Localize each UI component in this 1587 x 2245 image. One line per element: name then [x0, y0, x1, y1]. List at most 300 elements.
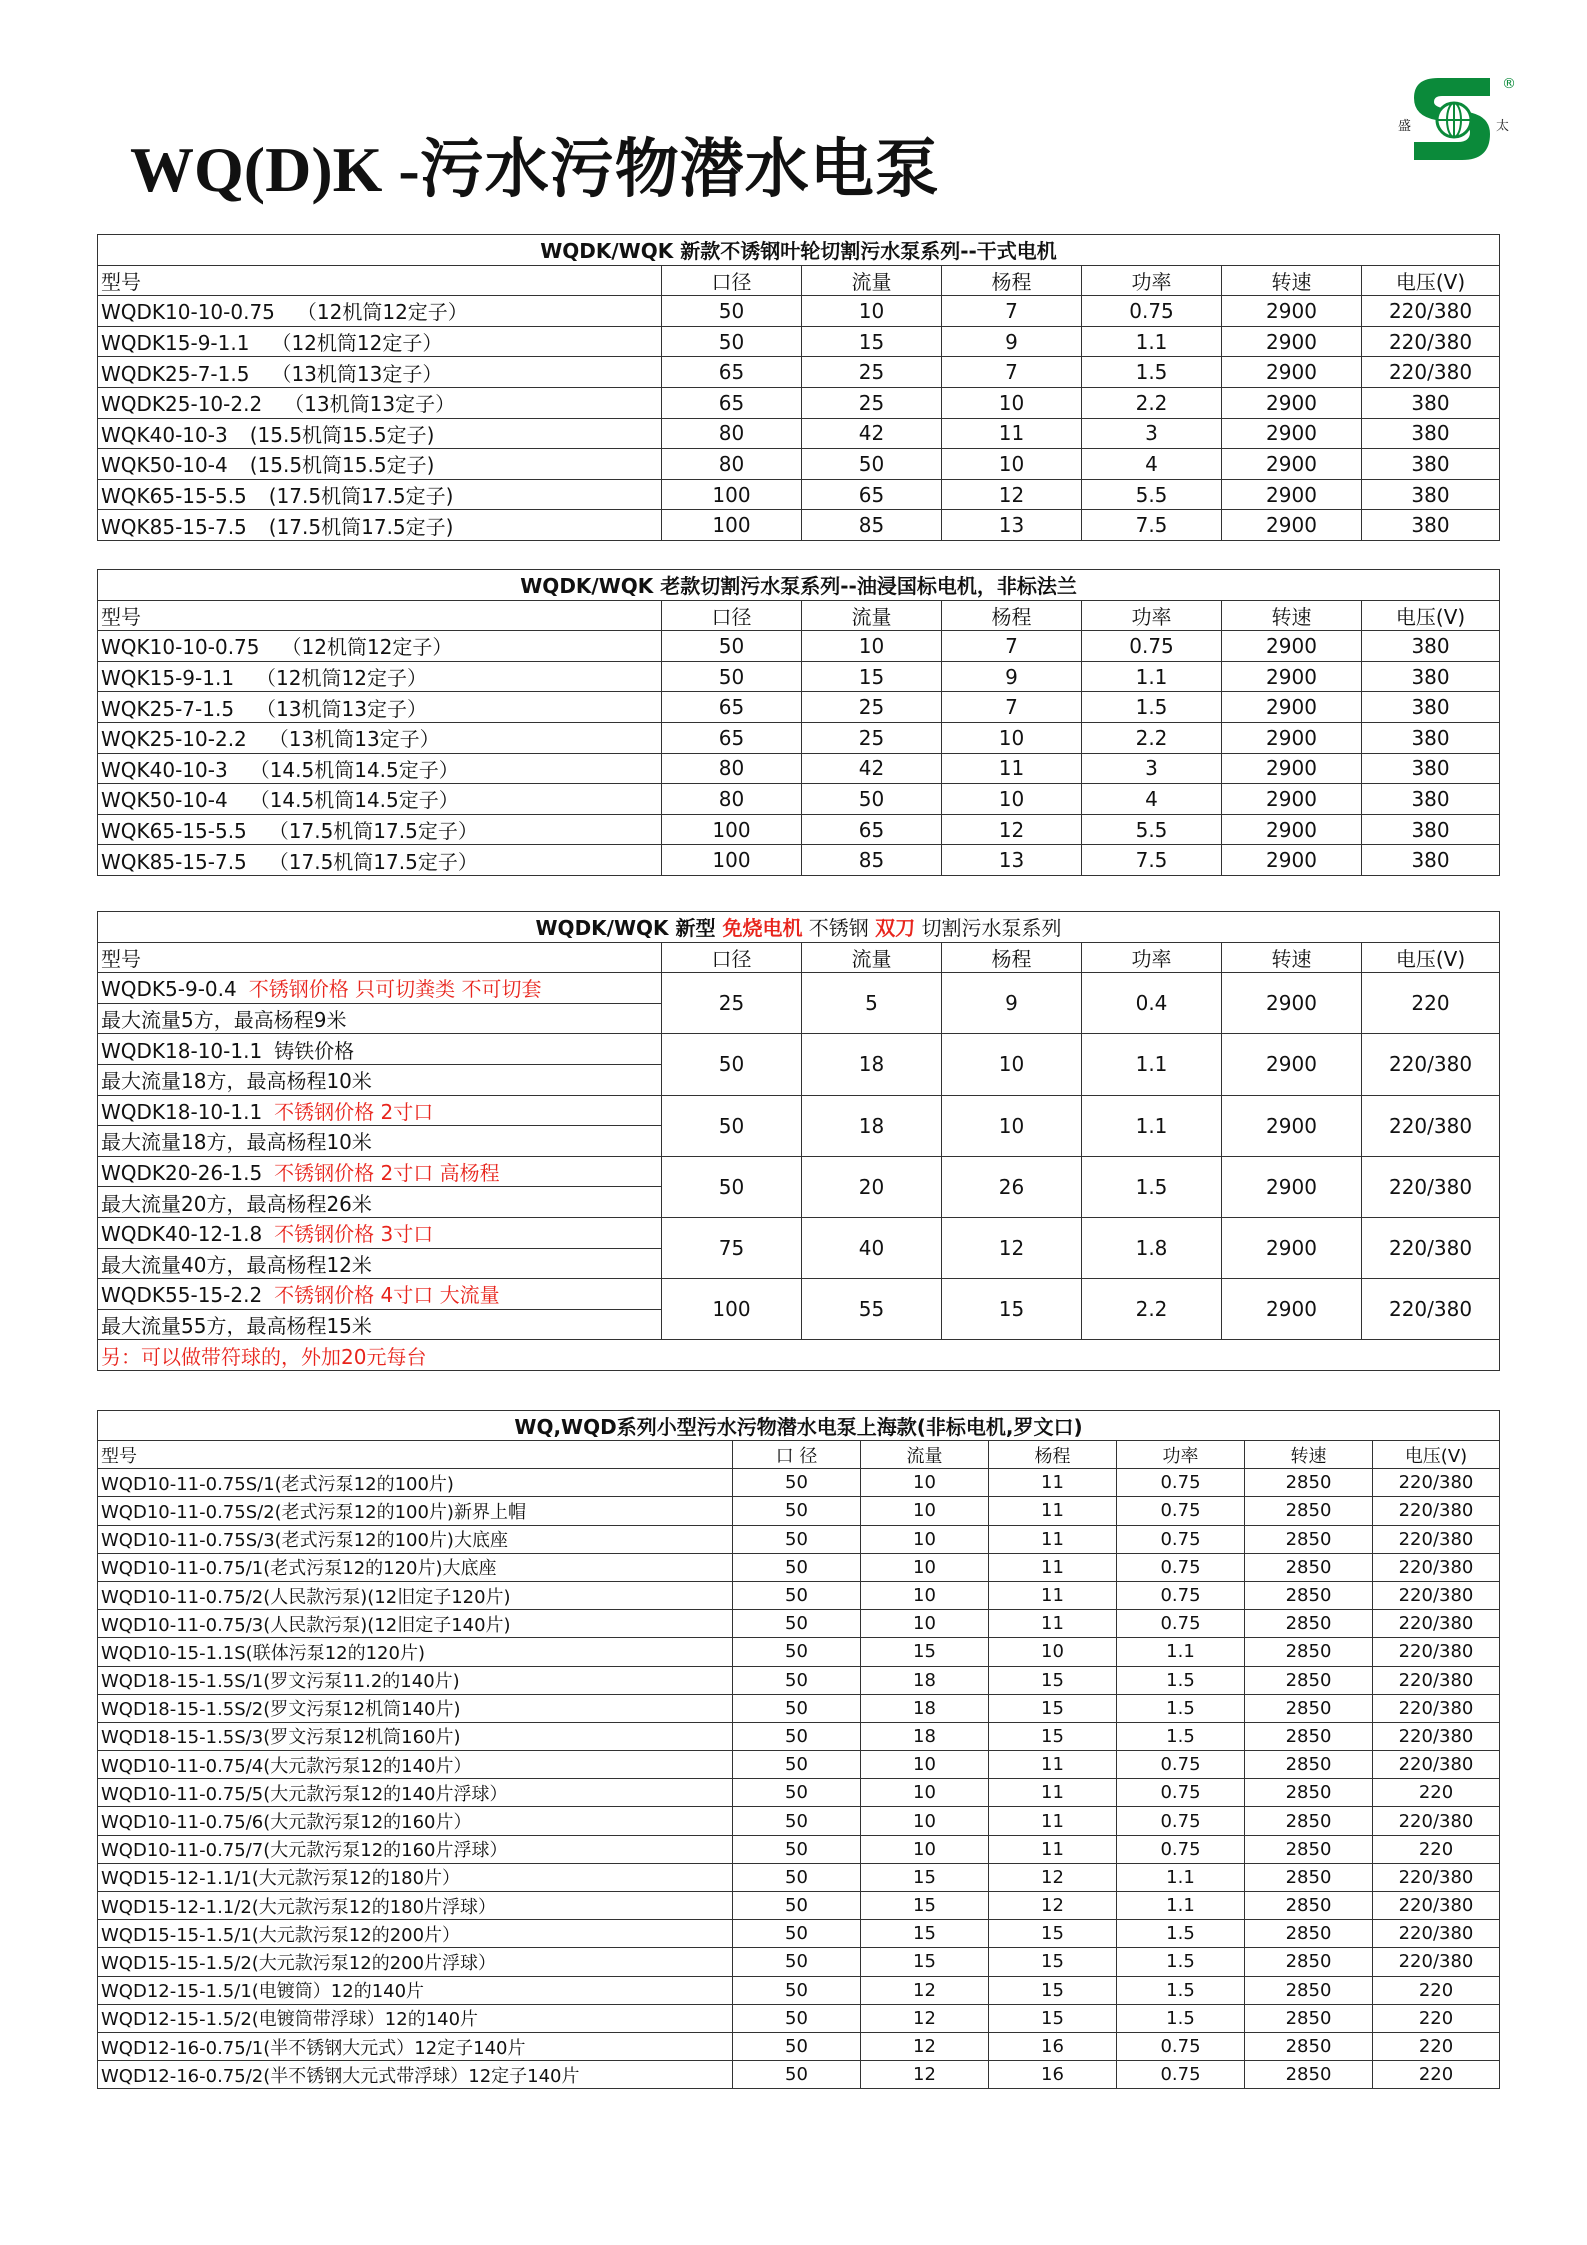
model-cell	[98, 1779, 733, 1807]
section-title-row	[98, 1411, 1500, 1441]
header-flow: 流量	[802, 600, 942, 631]
cell-voltage: 220/380	[1373, 1722, 1500, 1750]
model-note: （12机筒12定子）	[281, 635, 453, 660]
model-cell	[98, 1722, 733, 1750]
page-title	[130, 118, 940, 210]
cell-speed: 2900	[1222, 661, 1362, 692]
cell-speed: 2900	[1222, 1279, 1362, 1340]
cell-head: 11	[989, 1469, 1117, 1497]
model-cell	[98, 1863, 733, 1891]
cell-caliber: 50	[733, 1920, 861, 1948]
cell-voltage: 220/380	[1373, 1553, 1500, 1581]
model-name: WQD10-11-0.75S/2(老式污泵12的100片)新界上帽	[101, 1501, 526, 1523]
cell-power: 2.2	[1082, 387, 1222, 418]
cell-caliber: 50	[662, 631, 802, 662]
model-note: （14.5机筒14.5定子）	[249, 757, 459, 782]
cell-voltage: 380	[1362, 631, 1500, 662]
cell-head: 12	[989, 1892, 1117, 1920]
model-name: WQK50-10-4	[101, 788, 228, 813]
cell-power: 1.5	[1117, 2004, 1245, 2032]
cell-head: 11	[989, 1581, 1117, 1609]
cell-power: 2.2	[1082, 722, 1222, 753]
cell-power: 3	[1082, 753, 1222, 784]
section-title-part-a: WQDK/WQK 新型	[535, 916, 723, 941]
cell-flow: 10	[802, 631, 942, 662]
cell-caliber: 50	[733, 1863, 861, 1891]
cell-speed: 2900	[1222, 479, 1362, 510]
model-cell	[98, 1156, 662, 1187]
cell-flow: 25	[802, 387, 942, 418]
table-row	[98, 1779, 1500, 1807]
model-name: WQK25-10-2.2	[101, 727, 247, 752]
cell-flow: 10	[861, 1581, 989, 1609]
cell-flow: 12	[861, 2004, 989, 2032]
section-title	[98, 912, 1500, 943]
cell-power: 0.75	[1082, 296, 1222, 327]
cell-voltage: 220/380	[1362, 296, 1500, 327]
table-row	[98, 692, 1500, 723]
model-cell	[98, 692, 662, 723]
cell-speed: 2900	[1222, 814, 1362, 845]
model-name: WQD10-11-0.75/3(人民款污泵)(12旧定子140片)	[101, 1614, 511, 1636]
cell-caliber: 100	[662, 479, 802, 510]
table-row	[98, 1581, 1500, 1609]
cell-power: 0.75	[1117, 1751, 1245, 1779]
cell-caliber: 50	[733, 1892, 861, 1920]
cell-power: 0.75	[1082, 631, 1222, 662]
table-row	[98, 1095, 1500, 1126]
cell-head: 12	[942, 1217, 1082, 1278]
model-cell	[98, 631, 662, 662]
cell-speed: 2900	[1222, 631, 1362, 662]
model-cell	[98, 357, 662, 388]
header-flow: 流量	[861, 1441, 989, 1469]
cell-power: 0.75	[1117, 1807, 1245, 1835]
cell-head: 15	[942, 1279, 1082, 1340]
cell-power: 5.5	[1082, 814, 1222, 845]
cell-head: 11	[989, 1835, 1117, 1863]
model-name: WQD18-15-1.5S/1(罗文污泵11.2的140片)	[101, 1671, 460, 1693]
header-voltage: 电压(V)	[1362, 265, 1500, 296]
model-name: WQD10-11-0.75/4(大元款污泵12的140片）	[101, 1755, 472, 1777]
cell-power: 1.5	[1082, 1156, 1222, 1217]
model-cell	[98, 1807, 733, 1835]
model-name: WQD12-16-0.75/2(半不锈钢大元式带浮球）12定子140片	[101, 2065, 580, 2087]
model-name: WQD10-11-0.75/2(人民款污泵)(12旧定子120片)	[101, 1586, 511, 1608]
cell-speed: 2850	[1245, 1666, 1373, 1694]
cell-caliber: 50	[733, 2061, 861, 2089]
cell-caliber: 100	[662, 814, 802, 845]
cell-voltage: 220/380	[1373, 1610, 1500, 1638]
cell-voltage: 220/380	[1373, 1863, 1500, 1891]
cell-flow: 18	[861, 1694, 989, 1722]
model-sub-description: 最大流量5方，最高杨程9米	[98, 1003, 662, 1034]
cell-power: 0.75	[1117, 1553, 1245, 1581]
cell-speed: 2900	[1222, 845, 1362, 876]
cell-voltage: 220/380	[1362, 1095, 1500, 1156]
company-logo	[1398, 68, 1518, 186]
table-row	[98, 1920, 1500, 1948]
model-note: 铸铁价格	[274, 1038, 355, 1063]
model-note: （12机筒12定子）	[256, 666, 427, 691]
header-row	[98, 600, 1500, 631]
table-row	[98, 2061, 1500, 2089]
cell-power: 7.5	[1082, 510, 1222, 541]
cell-head: 10	[989, 1638, 1117, 1666]
cell-flow: 12	[861, 2032, 989, 2060]
cell-voltage: 220/380	[1362, 1156, 1500, 1217]
cell-speed: 2850	[1245, 1835, 1373, 1863]
table-row	[98, 1751, 1500, 1779]
cell-speed: 2900	[1222, 1156, 1362, 1217]
cell-head: 16	[989, 2061, 1117, 2089]
cell-flow: 10	[861, 1525, 989, 1553]
cell-power: 0.75	[1117, 2061, 1245, 2089]
cell-caliber: 80	[662, 449, 802, 480]
model-cell	[98, 1835, 733, 1863]
cell-power: 1.1	[1082, 1095, 1222, 1156]
cell-caliber: 50	[733, 1976, 861, 2004]
model-name: WQD10-11-0.75/6(大元款污泵12的160片）	[101, 1812, 472, 1834]
cell-voltage: 220	[1373, 1976, 1500, 2004]
cell-flow: 15	[861, 1863, 989, 1891]
header-row	[98, 265, 1500, 296]
cell-flow: 25	[802, 357, 942, 388]
cell-caliber: 50	[733, 1610, 861, 1638]
cell-flow: 65	[802, 814, 942, 845]
cell-head: 15	[989, 1948, 1117, 1976]
table-row	[98, 357, 1500, 388]
cell-voltage: 380	[1362, 814, 1500, 845]
table-row	[98, 1610, 1500, 1638]
cell-speed: 2850	[1245, 1976, 1373, 2004]
cell-voltage: 220/380	[1373, 1525, 1500, 1553]
cell-voltage: 380	[1362, 784, 1500, 815]
cell-voltage: 380	[1362, 692, 1500, 723]
cell-caliber: 50	[733, 1948, 861, 1976]
cell-speed: 2850	[1245, 1610, 1373, 1638]
table-row	[98, 973, 1500, 1004]
cell-speed: 2850	[1245, 1525, 1373, 1553]
section-title-part-e: 切割污水泵系列	[915, 916, 1062, 941]
table-row	[98, 1156, 1500, 1187]
model-name: WQK65-15-5.5	[101, 484, 247, 509]
svg-text:太: 太	[1496, 119, 1510, 134]
cell-caliber: 50	[662, 1095, 802, 1156]
cell-voltage: 220/380	[1373, 1638, 1500, 1666]
model-cell	[98, 387, 662, 418]
cell-caliber: 50	[733, 1807, 861, 1835]
cell-speed: 2900	[1222, 296, 1362, 327]
cell-caliber: 50	[733, 1497, 861, 1525]
cell-power: 1.5	[1082, 692, 1222, 723]
model-name: WQDK25-10-2.2	[101, 392, 263, 417]
cell-power: 1.1	[1082, 326, 1222, 357]
model-note: （12机筒12定子）	[271, 331, 443, 356]
model-name: WQD18-15-1.5S/3(罗文污泵12机筒160片)	[101, 1727, 461, 1749]
cell-caliber: 50	[733, 1553, 861, 1581]
cell-speed: 2900	[1222, 449, 1362, 480]
cell-voltage: 220/380	[1373, 1807, 1500, 1835]
cell-caliber: 80	[662, 753, 802, 784]
cell-caliber: 50	[733, 1779, 861, 1807]
cell-head: 9	[942, 661, 1082, 692]
model-note: 不锈钢价格 2寸口 高杨程	[274, 1161, 500, 1186]
table-row	[98, 1525, 1500, 1553]
table-row	[98, 1034, 1500, 1065]
model-note: 不锈钢价格 3寸口	[274, 1222, 434, 1247]
model-name: WQD15-15-1.5/1(大元款污泵12的200片）	[101, 1924, 461, 1946]
cell-head: 12	[989, 1863, 1117, 1891]
model-name: WQD10-11-0.75/5(大元款污泵12的140片浮球）	[101, 1783, 508, 1805]
header-power: 功率	[1082, 942, 1222, 973]
table-row	[98, 814, 1500, 845]
cell-flow: 18	[861, 1722, 989, 1750]
model-cell	[98, 2032, 733, 2060]
cell-head: 12	[942, 814, 1082, 845]
cell-head: 13	[942, 845, 1082, 876]
table-row	[98, 784, 1500, 815]
model-name: WQD10-11-0.75S/3(老式污泵12的100片)大底座	[101, 1530, 508, 1552]
cell-caliber: 50	[733, 2004, 861, 2032]
model-name: WQK40-10-3	[101, 757, 228, 782]
header-model: 型号	[98, 1441, 733, 1469]
model-name: WQK85-15-7.5	[101, 514, 247, 539]
cell-head: 11	[942, 753, 1082, 784]
table-row	[98, 418, 1500, 449]
cell-flow: 12	[861, 1976, 989, 2004]
cell-head: 11	[989, 1525, 1117, 1553]
cell-voltage: 380	[1362, 753, 1500, 784]
table-small-sewage-pumps	[97, 1410, 1500, 2089]
model-cell	[98, 722, 662, 753]
cell-speed: 2850	[1245, 1779, 1373, 1807]
cell-head: 15	[989, 1920, 1117, 1948]
model-name: WQDK40-12-1.8	[101, 1222, 263, 1247]
cell-caliber: 80	[662, 418, 802, 449]
table-row	[98, 845, 1500, 876]
cell-power: 0.75	[1117, 2032, 1245, 2060]
model-note: （13机筒13定子）	[268, 727, 440, 752]
cell-flow: 25	[802, 722, 942, 753]
model-cell	[98, 1751, 733, 1779]
cell-power: 0.75	[1117, 1835, 1245, 1863]
table-row	[98, 2032, 1500, 2060]
model-cell	[98, 1638, 733, 1666]
cell-caliber: 50	[662, 326, 802, 357]
cell-flow: 85	[802, 510, 942, 541]
section-title: WQ,WQD系列小型污水污物潜水电泵上海款(非标电机,罗文口)	[98, 1411, 1500, 1441]
cell-head: 15	[989, 1722, 1117, 1750]
svg-text:®: ®	[1502, 76, 1516, 92]
model-sub-description: 最大流量20方，最高杨程26米	[98, 1187, 662, 1218]
model-cell	[98, 449, 662, 480]
cell-power: 2.2	[1082, 1279, 1222, 1340]
cell-voltage: 220/380	[1373, 1892, 1500, 1920]
header-flow: 流量	[802, 265, 942, 296]
cell-flow: 85	[802, 845, 942, 876]
header-speed: 转速	[1222, 600, 1362, 631]
cell-power: 0.75	[1117, 1497, 1245, 1525]
model-cell	[98, 1525, 733, 1553]
table-row	[98, 510, 1500, 541]
cell-head: 10	[942, 449, 1082, 480]
cell-flow: 65	[802, 479, 942, 510]
model-note: （17.5机筒17.5定子）	[268, 849, 478, 874]
cell-caliber: 65	[662, 387, 802, 418]
cell-head: 11	[989, 1779, 1117, 1807]
model-cell	[98, 753, 662, 784]
header-speed: 转速	[1245, 1441, 1373, 1469]
cell-flow: 10	[861, 1807, 989, 1835]
cell-speed: 2850	[1245, 1920, 1373, 1948]
cell-flow: 15	[861, 1892, 989, 1920]
cell-head: 11	[989, 1807, 1117, 1835]
table-row	[98, 326, 1500, 357]
model-name: WQDK25-7-1.5	[101, 361, 250, 386]
table-row	[98, 1217, 1500, 1248]
cell-flow: 18	[802, 1095, 942, 1156]
cell-flow: 15	[861, 1638, 989, 1666]
model-note: (15.5机筒15.5定子)	[249, 453, 435, 478]
model-cell	[98, 1034, 662, 1065]
table-row	[98, 1892, 1500, 1920]
cell-head: 15	[989, 1666, 1117, 1694]
model-name: WQD10-11-0.75/1(老式污泵12的120片)大底座	[101, 1558, 497, 1580]
cell-speed: 2850	[1245, 1807, 1373, 1835]
model-cell	[98, 1976, 733, 2004]
page-title-cn: 污水污物潜水电泵	[419, 133, 940, 207]
cell-speed: 2900	[1222, 973, 1362, 1034]
cell-caliber: 50	[733, 1835, 861, 1863]
table-old-cutting-pumps	[97, 569, 1500, 876]
cell-speed: 2850	[1245, 1863, 1373, 1891]
cell-voltage: 220	[1373, 2061, 1500, 2089]
cell-head: 7	[942, 631, 1082, 662]
model-cell	[98, 1666, 733, 1694]
header-head: 杨程	[989, 1441, 1117, 1469]
model-name: WQD12-16-0.75/1(半不锈钢大元式）12定子140片	[101, 2037, 526, 2059]
header-row	[98, 942, 1500, 973]
cell-flow: 55	[802, 1279, 942, 1340]
cell-voltage: 380	[1362, 845, 1500, 876]
cell-head: 10	[942, 784, 1082, 815]
cell-flow: 10	[861, 1469, 989, 1497]
cell-flow: 15	[802, 661, 942, 692]
cell-speed: 2900	[1222, 753, 1362, 784]
cell-head: 10	[942, 387, 1082, 418]
cell-flow: 40	[802, 1217, 942, 1278]
header-head: 杨程	[942, 265, 1082, 296]
model-cell	[98, 1892, 733, 1920]
table-row	[98, 479, 1500, 510]
cell-caliber: 50	[662, 296, 802, 327]
cell-caliber: 50	[733, 1666, 861, 1694]
cell-power: 1.5	[1117, 1948, 1245, 1976]
cell-voltage: 220/380	[1362, 1217, 1500, 1278]
cell-power: 1.5	[1117, 1976, 1245, 2004]
cell-head: 9	[942, 973, 1082, 1034]
table-row	[98, 1638, 1500, 1666]
header-caliber: 口 径	[733, 1441, 861, 1469]
cell-power: 1.5	[1117, 1722, 1245, 1750]
model-name: WQD10-11-0.75/7(大元款污泵12的160片浮球）	[101, 1840, 508, 1862]
cell-speed: 2850	[1245, 2004, 1373, 2032]
cell-power: 1.1	[1117, 1638, 1245, 1666]
model-sub-description: 最大流量40方，最高杨程12米	[98, 1248, 662, 1279]
model-cell	[98, 814, 662, 845]
model-sub-description: 最大流量18方，最高杨程10米	[98, 1064, 662, 1095]
model-name: WQD15-15-1.5/2(大元款污泵12的200片浮球）	[101, 1952, 497, 1974]
model-name: WQD12-15-1.5/1(电镀筒）12的140片	[101, 1981, 425, 2003]
table-row	[98, 1807, 1500, 1835]
cell-voltage: 380	[1362, 387, 1500, 418]
header-model: 型号	[98, 942, 662, 973]
cell-head: 7	[942, 692, 1082, 723]
cell-speed: 2850	[1245, 1694, 1373, 1722]
cell-flow: 25	[802, 692, 942, 723]
model-name: WQD10-11-0.75S/1(老式污泵12的100片)	[101, 1473, 454, 1495]
cell-head: 11	[989, 1751, 1117, 1779]
cell-power: 0.75	[1117, 1525, 1245, 1553]
table-row	[98, 722, 1500, 753]
model-cell	[98, 296, 662, 327]
table-row	[98, 2004, 1500, 2032]
section-title-row	[98, 235, 1500, 266]
cell-voltage: 220/380	[1373, 1581, 1500, 1609]
cell-power: 1.8	[1082, 1217, 1222, 1278]
cell-caliber: 50	[733, 1581, 861, 1609]
cell-speed: 2850	[1245, 2061, 1373, 2089]
cell-speed: 2900	[1222, 1034, 1362, 1095]
cell-speed: 2900	[1222, 692, 1362, 723]
model-cell	[98, 418, 662, 449]
cell-power: 5.5	[1082, 479, 1222, 510]
table-row	[98, 1469, 1500, 1497]
model-note: 不锈钢价格 只可切粪类 不可切套	[248, 977, 542, 1002]
cell-head: 26	[942, 1156, 1082, 1217]
model-cell	[98, 845, 662, 876]
model-name: WQDK10-10-0.75	[101, 300, 275, 325]
section-title-row	[98, 912, 1500, 943]
cell-speed: 2850	[1245, 1581, 1373, 1609]
cell-power: 7.5	[1082, 845, 1222, 876]
table-row	[98, 449, 1500, 480]
cell-flow: 20	[802, 1156, 942, 1217]
cell-flow: 18	[861, 1666, 989, 1694]
cell-voltage: 220/380	[1373, 1920, 1500, 1948]
header-model: 型号	[98, 600, 662, 631]
cell-caliber: 50	[733, 1722, 861, 1750]
cell-power: 1.5	[1117, 1920, 1245, 1948]
table-row	[98, 1694, 1500, 1722]
cell-voltage: 380	[1362, 722, 1500, 753]
cell-flow: 50	[802, 784, 942, 815]
table-row	[98, 631, 1500, 662]
cell-voltage: 380	[1362, 449, 1500, 480]
cell-speed: 2900	[1222, 357, 1362, 388]
svg-text:盛: 盛	[1398, 119, 1412, 134]
model-cell	[98, 326, 662, 357]
cell-voltage: 220/380	[1362, 326, 1500, 357]
cell-flow: 15	[861, 1948, 989, 1976]
model-cell	[98, 1279, 662, 1310]
cell-caliber: 75	[662, 1217, 802, 1278]
cell-voltage: 220/380	[1362, 1034, 1500, 1095]
model-name: WQD10-15-1.1S(联体污泵12的120片)	[101, 1642, 425, 1664]
table-row	[98, 1553, 1500, 1581]
cell-caliber: 50	[662, 1034, 802, 1095]
